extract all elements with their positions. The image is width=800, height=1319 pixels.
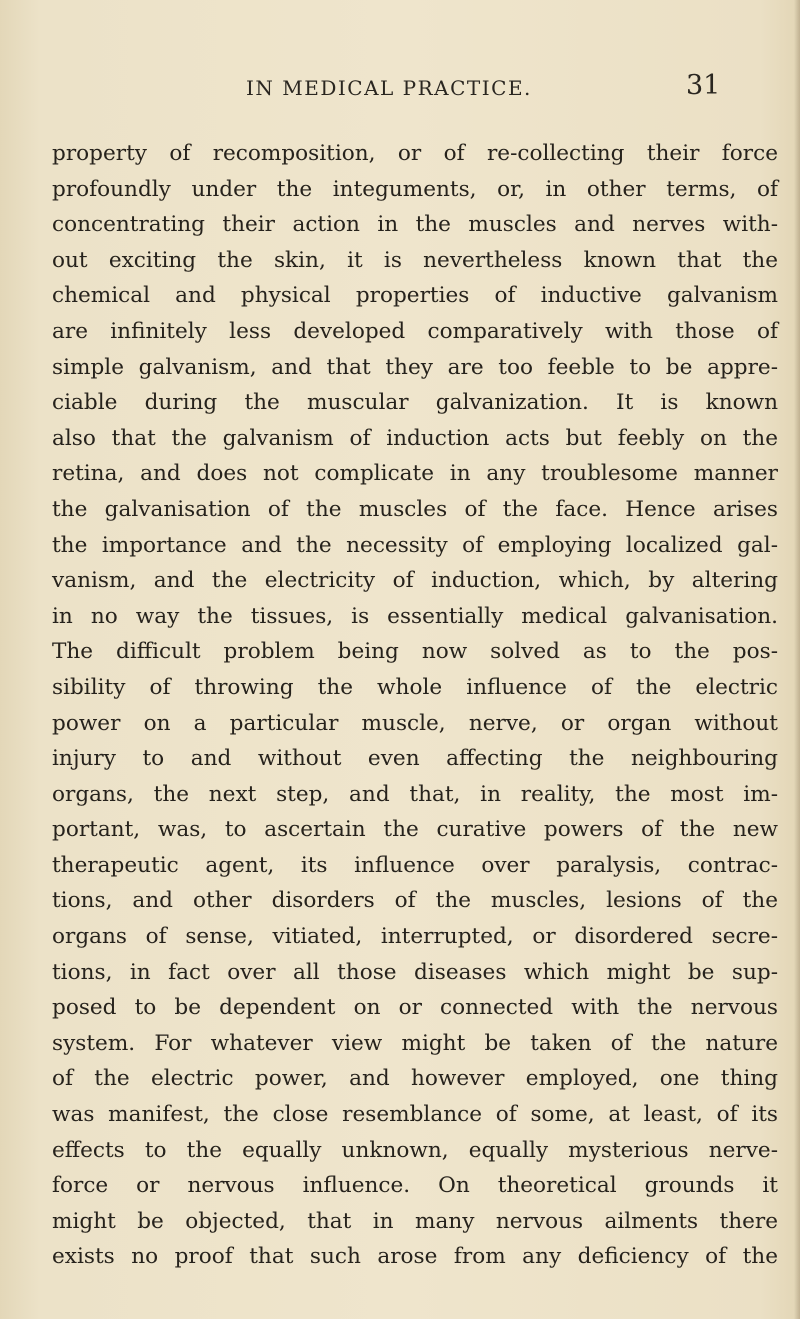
text-line: also that the galvanism of induction acts but feebly on the	[52, 425, 778, 451]
text-line: effects to the equally unknown, equally mysterious nerve-	[52, 1137, 778, 1163]
text-line: the importance and the necessity of employing localized gal-	[52, 532, 778, 558]
text-line: power on a particular muscle, nerve, or organ without	[52, 710, 778, 736]
text-line: posed to be dependent on or connected with the nervous	[52, 995, 778, 1021]
text-line: the galvanisation of the muscles of the face. Hence arises	[52, 496, 778, 522]
body-text	[52, 136, 778, 1275]
text-line: portant, was, to ascertain the curative powers of the new	[52, 817, 778, 843]
running-head	[0, 70, 800, 110]
text-line: concentrating their action in the muscles and nerves with-	[52, 212, 778, 238]
text-line: therapeutic agent, its influence over paralysis, contrac-	[52, 852, 778, 878]
text-line: ciable during the muscular galvanization. It is known	[52, 390, 778, 416]
text-line: was manifest, the close resemblance of some, at least, of its	[52, 1102, 778, 1128]
text-line: sibility of throwing the whole influence of the electric	[52, 674, 778, 700]
text-line: profoundly under the integuments, or, in other terms, of	[52, 176, 778, 202]
text-line: simple galvanism, and that they are too feeble to be appre-	[52, 354, 778, 380]
text-line: injury to and without even affecting the neighbouring	[52, 746, 778, 772]
page-edge-shadow	[794, 0, 800, 1319]
page-number: 31	[686, 70, 721, 101]
text-line: of the electric power, and however employed, one thing	[52, 1066, 778, 1092]
text-line: organs of sense, vitiated, interrupted, or disordered secre-	[52, 924, 778, 950]
running-title: IN MEDICAL PRACTICE.	[246, 76, 532, 100]
text-line: chemical and physical properties of inductive galvanism	[52, 283, 778, 309]
text-line: vanism, and the electricity of induction, which, by altering	[52, 568, 778, 594]
text-line: tions, in fact over all those diseases which might be sup-	[52, 959, 778, 985]
text-line: in no way the tissues, is essentially medical galvanisation.	[52, 603, 778, 629]
text-line: system. For whatever view might be taken of the nature	[52, 1030, 778, 1056]
text-line: retina, and does not complicate in any troublesome manner	[52, 461, 778, 487]
text-line: might be objected, that in many nervous ailments there	[52, 1208, 778, 1234]
text-line: The difficult problem being now solved as to the pos-	[52, 639, 778, 665]
text-line: property of recomposition, or of re-collecting their force	[52, 141, 778, 166]
text-line: are infinitely less developed comparatively with those of	[52, 318, 778, 344]
text-line: tions, and other disorders of the muscles, lesions of the	[52, 888, 778, 914]
text-line: organs, the next step, and that, in reality, the most im-	[52, 781, 778, 807]
text-line: force or nervous influence. On theoretical grounds it	[52, 1173, 778, 1199]
text-line: out exciting the skin, it is nevertheless known that the	[52, 247, 778, 273]
text-line: exists no proof that such arose from any deficiency of the	[52, 1244, 778, 1270]
